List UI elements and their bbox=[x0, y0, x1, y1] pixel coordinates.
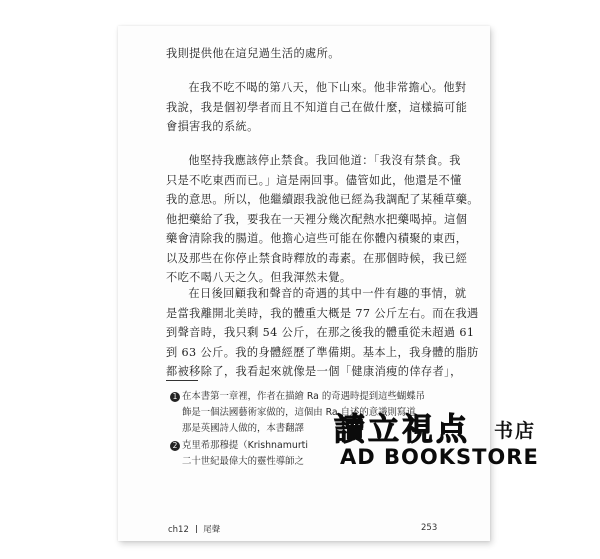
text-line: 到聲音時，我只剩 54 公斤，在那之後我的體重從未超過 61 bbox=[166, 326, 475, 339]
watermark-english: AD BOOKSTORE bbox=[340, 445, 539, 469]
footer-separator bbox=[196, 525, 197, 533]
footnote-line: 克里希那穆提（Krishnamurti bbox=[182, 440, 308, 451]
bookstore-watermark-logo bbox=[322, 404, 582, 484]
paragraph-4 bbox=[166, 284, 479, 382]
chapter-title: 尾聲 bbox=[203, 525, 221, 535]
page-number: 253 bbox=[421, 523, 438, 533]
paragraph-3 bbox=[166, 151, 479, 288]
text-line: 在我不吃不喝的第八天，他下山來。他非常擔心。他對 bbox=[188, 81, 467, 94]
text-line: 會損害我的系統。 bbox=[166, 120, 259, 133]
paragraph-1 bbox=[166, 44, 452, 64]
text-line: 我說，我是個初學者而且不知道自己在做什麼，這樣搞可能 bbox=[166, 100, 468, 114]
chapter-number: ch12 bbox=[168, 525, 189, 535]
text-line: 都被移除了，我看起來就像是一個「健康消瘦的倖存者」， bbox=[166, 365, 462, 378]
watermark-chinese: 讀立視点 bbox=[334, 412, 470, 448]
text-line: 我的意思。所以，他繼續跟我說他已經為我調配了某種草藥。 bbox=[166, 193, 479, 206]
footer-chapter bbox=[168, 523, 220, 535]
footnote-line: 在本書第一章裡，作者在描繪 Ra 的奇遇時提到這些蝴蝶吊 bbox=[182, 391, 426, 402]
text-line: 他把藥給了我，要我在一天裡分幾次配熱水把藥喝掉。這個 bbox=[166, 212, 468, 226]
text-line: 他堅持我應該停止禁食。我回他道：「我沒有禁食。我 bbox=[188, 154, 461, 167]
footnote-line: 那是英國詩人做的，本書翻譯 bbox=[182, 423, 304, 434]
text-line: 只是不吃東西而已。」這是兩回事。儘管如此，他還是不懂 bbox=[166, 173, 462, 187]
footnote-marker: 1 bbox=[170, 392, 180, 402]
footnote-line: 二十世紀最偉大的靈性導師之 bbox=[182, 456, 304, 467]
text-line: 不吃不喝八天之久。但我渾然未覺。 bbox=[166, 271, 352, 284]
text-line: 到 63 公斤。我的身體經歷了準備期。基本上，我身體的脂肪 bbox=[166, 345, 479, 359]
footnote-marker: 2 bbox=[170, 441, 180, 451]
footnote-line: 飾是一個法國藝術家做的，這個由 Ra 自述的意識則寫道 bbox=[182, 407, 416, 418]
text-line: 在日後回顧我和聲音的奇遇的其中一件有趣的事情，就 bbox=[188, 287, 467, 300]
paragraph-2 bbox=[166, 78, 468, 137]
text-line: 是當我離開北美時，我的體重大概是 77 公斤左右。而在我遇 bbox=[166, 306, 479, 320]
text-line: 藥會清除我的腸道。他擔心這些可能在你體內積聚的東西， bbox=[166, 232, 468, 245]
footnote-divider bbox=[166, 380, 198, 381]
text-line: 我則提供他在這兒過生活的處所。 bbox=[166, 47, 340, 60]
watermark-store: 书店 bbox=[494, 420, 537, 442]
text-line: 以及那些在你停止禁食時釋放的毒素。在那個時候，我已經 bbox=[166, 251, 468, 265]
